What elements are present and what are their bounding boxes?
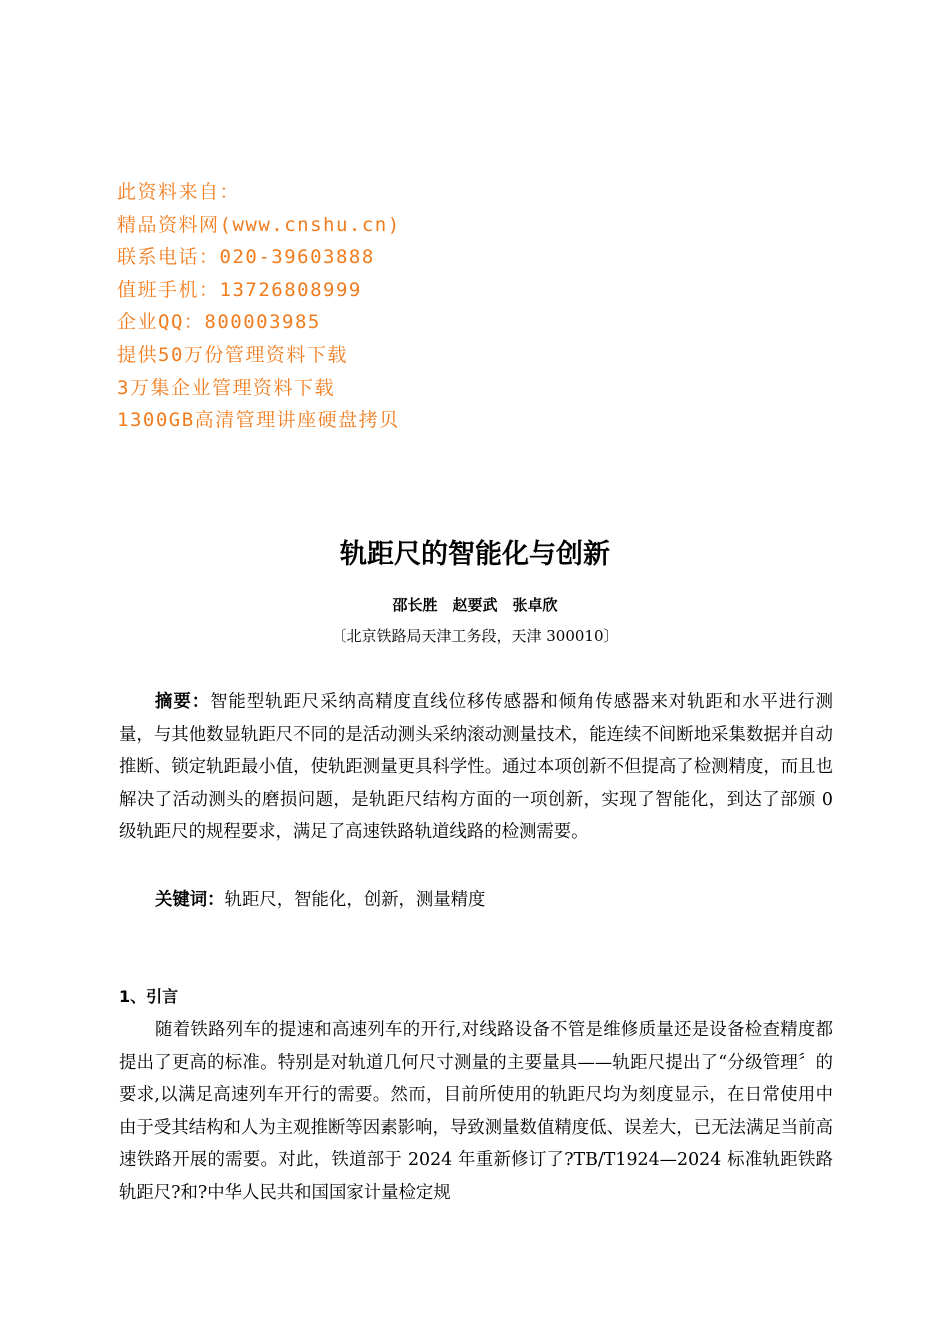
- promo-line: 1300GB高清管理讲座硬盘拷贝: [117, 409, 400, 432]
- keywords-text: 轨距尺，智能化，创新，测量精度: [224, 890, 486, 910]
- article-affiliation: 〔北京铁路局天津工务段，天津 300010〕: [331, 627, 619, 645]
- promo-block: [117, 176, 717, 437]
- abstract-label: 摘要：: [155, 692, 211, 712]
- promo-line: 联系电话：020-39603888: [117, 246, 375, 269]
- section-paragraph: 随着铁路列车的提速和高速列车的开行,对线路设备不管是维修质量还是设备检查精度都提出了更高的标准。特别是对轨道几何尺寸测量的主要量具——轨距尺提出了“分级管理〞的要求,以满足高速列车开行的需要。然而，目前所使用的轨距尺均为刻度显示，在日常使用中由于受其结构和人为主观推断等因素影响，导致测量数值精度低、误差大，已无法满足当前高速铁路开展的需要。对此，铁道部于 2024 年重新修订了?TB/T1924—2024 标准轨距铁路轨距尺?和?中华人民共和国国家计量检定规: [119, 1020, 833, 1203]
- promo-line: 此资料来自：: [117, 181, 241, 203]
- article-title: 轨距尺的智能化与创新: [340, 539, 610, 570]
- promo-line: 企业QQ：800003985: [117, 311, 321, 334]
- promo-line: 值班手机：13726808999: [117, 278, 362, 301]
- abstract-text: 智能型轨距尺采纳高精度直线位移传感器和倾角传感器来对轨距和水平进行测量，与其他数显轨距尺不同的是活动测头采纳滚动测量技术，能连续不间断地采集数据并自动推断、锁定轨距最小值，使轨距测量更具科学性。通过本项创新不但提高了检测精度，而且也解决了活动测头的磨损问题，是轨距尺结构方面的一项创新，实现了智能化，到达了部颁 0 级轨距尺的规程要求，满足了高速铁路轨道线路的检测需要。: [119, 692, 833, 843]
- keywords-paragraph: [119, 884, 833, 917]
- keywords-label: 关键词：: [155, 890, 225, 910]
- article-authors: 邵长胜 赵要武 张卓欣: [392, 596, 558, 614]
- abstract-paragraph: [119, 686, 833, 849]
- promo-line: 提供50万份管理资料下载: [117, 343, 348, 366]
- section-heading: 1、引言: [119, 987, 179, 1006]
- promo-line: 精品资料网(www.cnshu.cn): [117, 213, 401, 236]
- promo-line: 3万集企业管理资料下载: [117, 376, 335, 399]
